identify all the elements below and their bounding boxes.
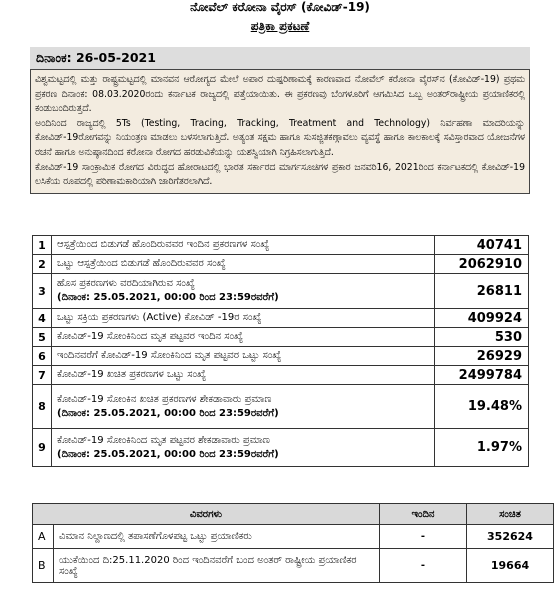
stats-row-date-range: (ದಿನಾಂಕ: 25.05.2021, 00:00 ರಿಂದ 23:59ರವರೆಗೆ) — [57, 407, 279, 419]
document-title: ನೋವೆಲ್ ಕರೋನಾ ವೈರಸ್ (ಕೋವಿಡ್-19) — [190, 0, 370, 14]
stats-row — [33, 274, 529, 309]
stats-row-cell — [52, 385, 435, 429]
stats-row-date-range: (ದಿನಾಂಕ: 25.05.2021, 00:00 ರಿಂದ 23:59ರವರೆಗೆ) — [57, 292, 279, 303]
stats-row-value: 2499784 — [435, 366, 529, 385]
stats-row-label: ಒಟ್ಟು ಸಕ್ರಿಯ ಪ್ರಕರಣಗಳು (Active) ಕೋವಿಡ್ -19ರ ಸಂಖ್ಯೆ — [52, 309, 435, 328]
traveller-row-total: 19664 — [467, 549, 554, 583]
stats-row — [33, 328, 529, 347]
intro-paragraph-3: ಕೋವಿಡ್-19 ಸಾಂಕ್ರಾಮಿಕ ರೋಗದ ವಿರುದ್ಧದ ಹೋರಾಟದಲ್ಲಿ ಭಾರತ ಸರ್ಕಾರದ ಮಾರ್ಗಸೂಚಿಗಳ ಪ್ರಕಾರ ಜನವರಿ16, 2021ರಿಂದ ಕರ್ನಾಟಕದಲ್ಲಿ ಕೋವಿಡ್-19 ಲಸಿಕೆಯ ರೂಪದಲ್ಲಿ ಪರಿಣಾಮಕಾರಿಯಾಗಿ ಜಾರಿಗೆತರಲಾಗಿದೆ. — [35, 161, 525, 188]
stats-row-value: 19.48% — [435, 385, 529, 429]
traveller-header-row — [33, 504, 554, 525]
stats-row — [33, 366, 529, 385]
stats-row-value: 26811 — [435, 274, 529, 309]
stats-row-label: ಕೋವಿಡ್-19 ಸೋಂಕಿನಿಂದ ಮೃತ ಪಟ್ಟವರ ಶೇಕಡಾವಾರು ಪ್ರಮಾಣ — [57, 434, 270, 446]
traveller-row-key: B — [33, 549, 54, 583]
stats-row-label: ಕೋವಿಡ್-19 ಸೋಂಕಿನಿಂದ ಮೃತ ಪಟ್ಟವರ ಇಂದಿನ ಸಂಖ್ಯೆ — [52, 328, 435, 347]
stats-row-label: ಇಂದಿನವರೆಗೆ ಕೋವಿಡ್-19 ಸೋಂಕಿನಿಂದ ಮೃತ ಪಟ್ಟವರ ಒಟ್ಟು ಸಂಖ್ಯೆ — [52, 347, 435, 366]
stats-row — [33, 347, 529, 366]
intro-box — [30, 69, 530, 194]
stats-row — [33, 385, 529, 429]
traveller-row-key: A — [33, 525, 54, 549]
column-header-cumulative: ಸಂಚಿತ — [467, 504, 554, 525]
stats-row-number: 6 — [33, 347, 52, 366]
stats-row-value: 26929 — [435, 347, 529, 366]
stats-row-number: 9 — [33, 429, 52, 467]
stats-row-value: 40741 — [435, 236, 529, 255]
stats-row-label: ಕೋವಿಡ್-19 ಖಚಿತ ಪ್ರಕರಣಗಳ ಒಟ್ಟು ಸಂಖ್ಯೆ — [52, 366, 435, 385]
stats-row-label: ಆಸ್ಪತ್ರೆಯಿಂದ ಬಿಡುಗಡೆ ಹೊಂದಿರುವವರ ಇಂದಿನ ಪ್ರಕರಣಗಳ ಸಂಖ್ಯೆ — [52, 236, 435, 255]
traveller-table — [32, 503, 554, 583]
stats-row-label: ಒಟ್ಟು ಆಸ್ಪತ್ರೆಯಿಂದ ಬಿಡುಗಡೆ ಹೊಂದಿರುವವರ ಸಂಖ್ಯೆ — [52, 255, 435, 274]
stats-table — [32, 235, 529, 467]
document-subtitle: ಪತ್ರಿಕಾ ಪ್ರಕಟಣೆ — [250, 19, 310, 33]
traveller-row-label: ವಿಮಾನ ನಿಲ್ದಾಣದಲ್ಲಿ ತಪಾಸಣೆಗೊಳಪಟ್ಟ ಒಟ್ಟು ಪ್ರಯಾಣಿಕರು — [54, 525, 380, 549]
stats-row — [33, 255, 529, 274]
stats-row-value: 530 — [435, 328, 529, 347]
column-header-details: ವಿವರಗಳು — [33, 504, 380, 525]
traveller-row-today: - — [380, 549, 467, 583]
traveller-row-total: 352624 — [467, 525, 554, 549]
stats-row-label: ಕೋವಿಡ್-19 ಸೋಂಕಿನ ಖಚಿತ ಪ್ರಕರಣಗಳ ಶೇಕಡಾವಾರು ಪ್ರಮಾಣ — [57, 393, 272, 405]
stats-row — [33, 236, 529, 255]
traveller-row-today: - — [380, 525, 467, 549]
traveller-row — [33, 525, 554, 549]
stats-row — [33, 309, 529, 328]
stats-row-number: 8 — [33, 385, 52, 429]
stats-row-number: 3 — [33, 274, 52, 309]
intro-paragraph-1: ವಿಶ್ವಮಟ್ಟದಲ್ಲಿ ಮತ್ತು ರಾಷ್ಟ್ರಮಟ್ಟದಲ್ಲಿ ಮಾನವನ ಆರೋಗ್ಯದ ಮೇಲೆ ಅಪಾರ ದುಷ್ಪರಿಣಾಮಕ್ಕೆ ಕಾರಣವಾದ ನೋವೆಲ್ ಕರೋನಾ ವೈರಸ್‌ನ (ಕೋವಿಡ್-19) ಪ್ರಥಮ ಪ್ರಕರಣ ದಿನಾಂಕ: 08.03.2020ರಂದು ಕರ್ನಾಟಕ ರಾಜ್ಯದಲ್ಲಿ ಪತ್ತೆಯಾಯಿತು. ಈ ಪ್ರಕರಣವು ಬೆಂಗಳೂರಿಗೆ ಆಗಮಿಸಿದ ಒಬ್ಬ ಅಂತರ್‌ರಾಷ್ಟ್ರೀಯ ಪ್ರಯಾಣಿಕರಲ್ಲಿ ಕಂಡುಬಂದಿರುತ್ತದೆ. — [35, 74, 525, 115]
stats-row-number: 7 — [33, 366, 52, 385]
stats-row — [33, 429, 529, 467]
stats-row-number: 2 — [33, 255, 52, 274]
stats-row-label: ಹೊಸ ಪ್ರಕರಣಗಳು ವರದಿಯಾಗಿರುವ ಸಂಖ್ಯೆ — [57, 278, 195, 289]
column-header-today: ಇಂದಿನ — [380, 504, 467, 525]
stats-row-value: 2062910 — [435, 255, 529, 274]
stats-row-cell — [52, 429, 435, 467]
stats-row-number: 4 — [33, 309, 52, 328]
stats-row-date-range: (ದಿನಾಂಕ: 25.05.2021, 00:00 ರಿಂದ 23:59ರವರೆಗೆ) — [57, 448, 279, 460]
stats-row-value: 409924 — [435, 309, 529, 328]
traveller-row-label: ಯುಕೆಯಿಂದ ದಿ:25.11.2020 ರಿಂದ ಇಂದಿನವರೆಗೆ ಬಂದ ಅಂತರ್ ರಾಷ್ಟ್ರೀಯ ಪ್ರಯಾಣಿಕರ ಸಂಖ್ಯೆ — [54, 549, 380, 583]
date-line: ದಿನಾಂಕ: 26-05-2021 — [30, 47, 530, 69]
document-header — [0, 0, 560, 33]
stats-row-number: 1 — [33, 236, 52, 255]
stats-row-value: 1.97% — [435, 429, 529, 467]
stats-row-number: 5 — [33, 328, 52, 347]
stats-row-cell — [52, 274, 435, 309]
intro-paragraph-2: ಅಂದಿನಿಂದ ರಾಜ್ಯದಲ್ಲಿ 5Ts (Testing, Tracing, Tracking, Treatment and Technology) ನಿರ್ವಹಣಾ ಮಾದರಿಯನ್ನು ಕೋವಿಡ್-19ರೋಗವನ್ನು ನಿಯಂತ್ರಣ ಮಾಡಲು ಬಳಸಲಾಗುತ್ತಿದೆ. ಅತ್ಯಂತ ಸಕ್ಷಮ ಹಾಗೂ ಸುಸಜ್ಜಿತಕಣ್ಗಾವಲು ವ್ಯವಸ್ಥೆ ಹಾಗೂ ಕಾಲಕಾಲಕ್ಕೆ ಸವಿಸ್ತಾರವಾದ ಯೋಜನೆಗಳ ರಚನೆ ಹಾಗೂ ಅನುಷ್ಠಾನದಿಂದ ಕರೋನಾ ರೋಗದ ಹರಡುವಿಕೆಯನ್ನು ಯಶಸ್ವಿಯಾಗಿ ನಿಗ್ರಹಿಸಲಾಗುತ್ತಿದೆ. — [35, 117, 525, 158]
traveller-row — [33, 549, 554, 583]
